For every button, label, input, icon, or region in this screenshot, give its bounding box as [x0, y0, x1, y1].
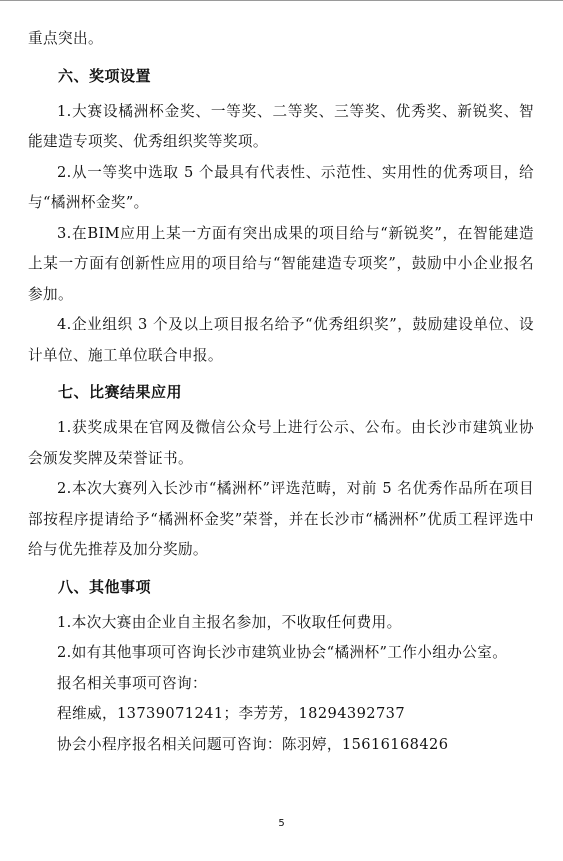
paragraph: 1.大赛设橘洲杯金奖、一等奖、二等奖、三等奖、优秀奖、新锐奖、智能建造专项奖、优秀组织奖等奖项。: [28, 102, 534, 150]
paragraph: 2.从一等奖中选取 5 个最具有代表性、示范性、实用性的优秀项目，给与“橘洲杯金奖”。: [28, 163, 534, 211]
document-page: [28, 24, 534, 760]
paragraph: 1.获奖成果在官网及微信公众号上进行公示、公布。由长沙市建筑业协会颁发奖牌及荣誉证书。: [28, 419, 534, 467]
page-top-rule: [0, 0, 563, 1]
contact-line: 协会小程序报名相关问题可咨询：陈羽婷，15616168426: [57, 735, 449, 753]
paragraph: 2.本次大赛列入长沙市“橘洲杯”评选范畴，对前 5 名优秀作品所在项目部按程序提请给予“橘洲杯金奖”荣誉，并在长沙市“橘洲杯”优质工程评选中给与优先推荐及加分奖励。: [28, 480, 534, 558]
section-heading: 六、奖项设置: [58, 66, 152, 85]
section-results: [28, 377, 534, 566]
page-number: 5: [278, 818, 285, 829]
paragraph: 4.企业组织 3 个及以上项目报名给予“优秀组织奖”，鼓励建设单位、设计单位、施工单位联合申报。: [28, 316, 534, 364]
paragraph: 1.本次大赛由企业自主报名参加，不收取任何费用。: [57, 613, 402, 631]
contact-block: [28, 669, 534, 761]
paragraph: 2.如有其他事项可咨询长沙市建筑业协会“橘洲杯”工作小组办公室。: [57, 644, 508, 661]
contact-line: 报名相关事项可咨询：: [57, 674, 207, 692]
section-heading: 七、比赛结果应用: [58, 383, 183, 401]
section-awards: [28, 61, 534, 372]
paragraph: 3.在BIM应用上某一方面有突出成果的项目给与“新锐奖”，在智能建造上某一方面有创新性应用的项目给与“智能建造专项奖”，鼓励中小企业报名参加。: [28, 224, 534, 303]
section-other: [28, 572, 534, 669]
section-heading: 八、其他事项: [58, 577, 152, 596]
intro-tail-text: 重点突出。: [28, 30, 103, 47]
contact-line: 程维威，13739071241；李芳芳，18294392737: [57, 705, 406, 722]
